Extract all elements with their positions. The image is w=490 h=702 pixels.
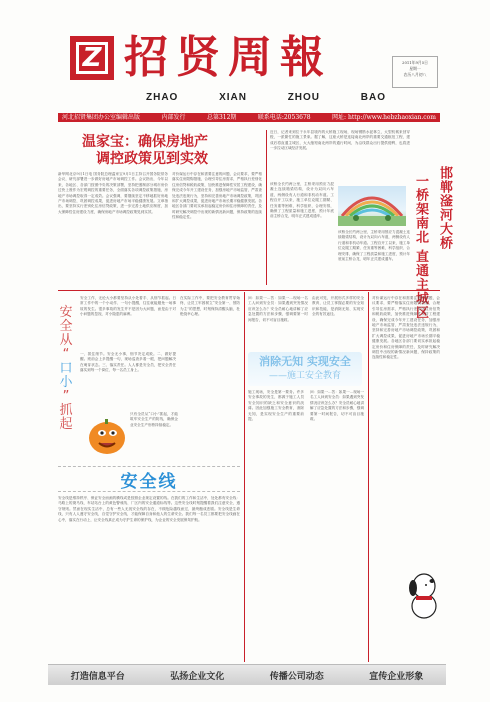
article-3-col1: 安全工作，无论大小都要坚持从小处着手、从细节抓起。日常工作中的一个小动作、一句小提醒，往往就能避免一场事故的发生。很多事故的发生并不是因为大问题，而是由于对小问题的忽视，对小隐患的麻痹。 <box>80 296 176 317</box>
website-text: 网址: http://www.hebzhaoxian.com <box>332 114 436 121</box>
footer-item: 弘扬企业文化 <box>170 671 225 682</box>
masthead-logo <box>70 36 114 80</box>
snoopy-illustration <box>404 568 444 620</box>
article-3-col2: 一、抓住细节。安全无小事，细节决定成败。二、做好提醒。班前会上多提醒一句，现场巡查多看一眼，把问题解决在萌芽状态。三、落实责任。人人都是安全员，把安全责任落实到每一个岗位、每一名员工身上。 <box>80 352 176 373</box>
article-5-col1: 施工现场，安全是第一要务。许多安全事故的发生，都源于施工人员安全知识的缺乏和安全意识的淡薄。因此加强施工安全教育，消除无知，是实现安全生产的重要前提。 <box>248 390 304 422</box>
article-5-title: 消除无知 实现安全 <box>259 355 351 368</box>
article-5-col2: 问：如果一…答：如果一…现场一名工人问到安全员：如果遇到突发情况应该怎么办？安全员耐心地讲解了应急处置的方法和步骤，强调要第一时间报告，切不可盲目施救。 <box>310 390 364 422</box>
article-5-subtitle: ——施工安全教育 <box>268 371 341 381</box>
article-3-title: 安 全 从 “ 口 小 ” 抓 起 <box>59 305 73 432</box>
article-3-col3: 只有全员从“口小”抓起，才能筑牢安全生产的防线，确保企业安全生产形势持续稳定。 <box>130 412 178 427</box>
article-5-intro: 问：如果一…答：如果一…现场一名工人问到安全员：如果遇到突发情况应该怎么办？安全员耐心地讲解了应急处置的方法和步骤，强调要第一时间报告，切不可盲目施救。 <box>248 296 308 322</box>
issue-text: 总第312期 <box>206 114 237 121</box>
article-4-body: 安全线是维持秩序、保证安全而画的横线或是按照企业规定设置的线。在我们的工作和生活中，处处都有安全线：马路上的斑马线、车站站台上的黄色警戒线、厂区内的安全通道标线等。这些安全线时刻提醒着我们注意安全，遵守规则。然而在现实生活中，总有一些人无视安全线的存在，不顾危险越线而过，最终酿成悲剧。安全线是生命线，只有人人遵守安全线，自觉守护安全线，才能保障自身和他人的生命安全。我们每一名员工都要把安全线画在心中，落实在行动上，让安全线真正成为守护生命的保护线，为企业的安全发展保驾护航。 <box>58 496 240 522</box>
logo-letter: Z <box>82 43 102 73</box>
info-bar <box>58 113 440 122</box>
masthead-title: 招贤周報 <box>124 32 332 83</box>
article-1-col1: 新华网北京9月1日电 国务院总理温家宝9月1日主持召开国务院常务会议，研究部署进一步做好房地产市场调控工作。会议指出，今年以来，各地区、各部门按照中央的决策部署，坚持把遏制部分城市房价过快上涨作为宏观调控的重要任务，全面落实各项调控政策措施，房地产市场调控取得一定成效。会议强调，要继续坚定不移地抓好房地产市场调控，巩固调控成果，促进房地产市场平稳健康发展。文章指出，要坚持实行差别化住房信贷政策，进一步完善土地供应制度，加大保障性住房建设力度，确保房地产市场调控政策见到实效。 <box>58 172 168 214</box>
date-box: 2011年9月5日 星期一 农历八月初八 <box>392 56 438 88</box>
article-5-col3: 由此可见，开展形式多样的安全教育，让员工掌握必要的安全知识和技能，是消除无知、实现安全的有效途径。 <box>312 296 364 317</box>
article-4-title-bar <box>58 466 240 492</box>
distribution-text: 内部发行 <box>161 114 186 121</box>
article-2-col3: 该桥全长约两公里，主桥采用预应力混凝土连续箱梁结构，设计为双向六车道，两侧设有人行道和非机动车道。工程自开工以来，施工单位克服工期紧、任务重等困难，科学组织、合理安排，确保了工程质量和施工进度，预计年底前主桥合龙，明年正式建成通车。 <box>338 230 410 262</box>
footer-item: 打造信息平台 <box>70 671 125 682</box>
article-3-col4: 在实际工作中，要把安全教育贯穿始终，让员工牢固树立“安全第一、预防为主”的思想，时刻保持清醒头脑，杜绝侥幸心理。 <box>180 296 240 317</box>
article-2-title: 一桥架南北 直通主城区 <box>413 174 428 320</box>
article-2-col2: 该桥全长约两公里，主桥采用预应力混凝土连续箱梁结构，设计为双向六车道，两侧设有人行道和非机动车道。工程自开工以来，施工单位克服工期紧、任务重等困难，科学组织、合理安排，确保了工程质量和施工进度，预计年底前主桥合龙，明年正式建成通车。 <box>270 182 334 219</box>
article-5-title-block <box>248 352 362 386</box>
footer-bar <box>48 664 446 685</box>
article-1-col2: 对价谋运行中存在和需要注意的问题，会议要求，要严格落实住房限购措施，合理引导住房需求，严格执行差别化住房信贷和税收政策，加快推进保障性安居工程建设，确保完成今年开工建设任务，加强房地产市场监管，严肃查处违法违规行为，坚持和完善房地产市场调控政策，巩固和扩大调控成果，促进房地产市场长期平稳健康发展。各地区各部门要切实承担起稳定房价和住房保障的责任，及时研究解决调控中出现的新情况新问题，保持政策的连续性和稳定性。 <box>172 172 262 220</box>
article-4-title: 安全线 <box>120 471 178 492</box>
phone-text: 联系电话:2053678 <box>257 114 311 121</box>
article-5-col4: 对价谋运行中存在和需要注意的问题，会议要求，要严格落实住房限购措施，合理引导住房需求，严格执行差别化住房信贷和税收政策，加快推进保障性安居工程建设，确保完成今年开工建设任务，加强房地产市场监管，严肃查处违法违规行为，坚持和完善房地产市场调控政策，巩固和扩大调控成果，促进房地产市场长期平稳健康发展。各地区各部门要切实承担起稳定房价和住房保障的责任，及时研究解决调控中出现的新情况新问题，保持政策的连续性和稳定性。 <box>372 296 440 360</box>
article-2-subtitle: 邯郸滏河大桥 <box>437 166 452 250</box>
footer-item: 传播公司动态 <box>269 671 324 682</box>
article-2-col1: 近日，记者来到位于永年县境内的大桥施工现场，现场钢筋水泥林立，大型机械来回穿梭，一派繁忙的施工景象。据了解，这座大桥是连接南北两岸的重要交通枢纽工程，建成后将直通主城区，大大缩短南北两岸的通行时间，为沿线群众出行提供便利，也将进一步拉动区域经济发展。 <box>270 130 410 151</box>
bridge-illustration <box>338 186 406 226</box>
article-1-title: 温家宝：确保房地产 调控政策见到实效 <box>82 134 208 167</box>
footer-item: 宣传企业形象 <box>369 671 424 682</box>
orange-illustration <box>86 416 128 456</box>
publisher-text: 河北招贤集团办公室编辑出版 <box>62 114 141 121</box>
masthead-pinyin: ZHAO XIAN ZHOU BAO <box>146 92 386 103</box>
